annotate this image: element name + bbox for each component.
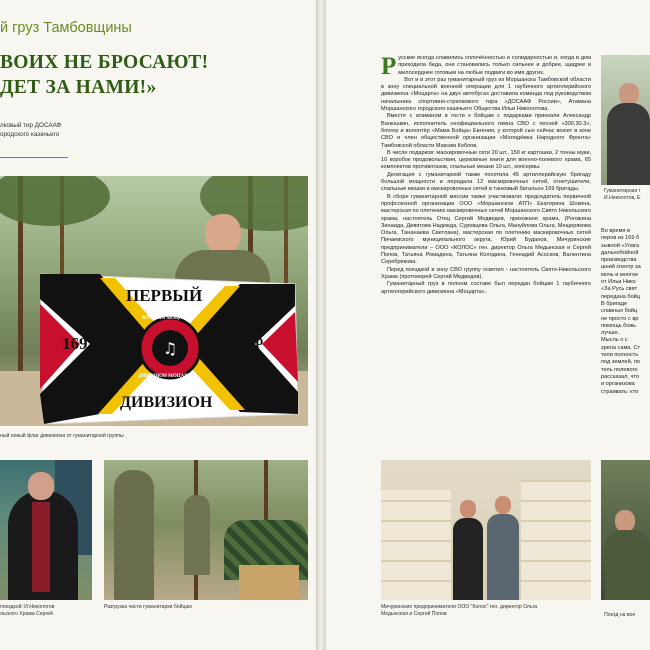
train-photo-caption: Поезд на вое bbox=[604, 612, 636, 618]
headline-line-1: ВОИХ НЕ БРОСАЮТ! bbox=[0, 52, 209, 73]
cargo-boxes bbox=[239, 565, 299, 600]
soldier-figure bbox=[184, 495, 210, 575]
body-paragraph: Перед поездкой в зону СВО группу освятил - настоятель Свято-Никольского Храма (протоиерей Сергий Медведев). bbox=[381, 266, 591, 280]
column-2-line: и организова bbox=[601, 381, 635, 388]
column-2-line: Во время в bbox=[601, 228, 630, 234]
drop-cap: Р bbox=[381, 53, 397, 80]
column-2-line: дальнобойной bbox=[601, 249, 639, 256]
body-paragraph: В числе подарков: маскировочные сети 20 шт., 150 кг картошки, 2 тонны муки, 10 коробок продовольствия, церковные книги для военно-полевого храма, 65 комплектов противогазов, спальные мешки 10 шт., консервы. bbox=[381, 149, 591, 171]
flag-word-first: ПЕРВЫЙ bbox=[126, 286, 203, 305]
byline-line-2: ородского казачьего bbox=[0, 131, 60, 138]
priest-photo bbox=[0, 460, 92, 600]
flour-sacks-right bbox=[521, 480, 591, 600]
woman-body bbox=[453, 518, 483, 600]
column-2-line: под землей, по bbox=[601, 359, 641, 366]
volunteer-photo-caption: Гуманитарная г И.Николотов, Е bbox=[604, 188, 641, 201]
body-paragraph: Делегация с гуманитаркой также посетила 45 артиллерийскую бригаду большой мощности и передала 12 маскировочных сетей, огнетушители, спальные мешки и маскировочных сетей в танковый батальон 169 бригады. bbox=[381, 171, 591, 193]
column-2-lines bbox=[601, 228, 650, 396]
column-2-line: передана бойц bbox=[601, 293, 641, 300]
column-2-line: шний спектр за bbox=[601, 264, 641, 271]
column-2-line: не просто с вр bbox=[601, 315, 639, 322]
article-headline bbox=[0, 50, 208, 100]
man-body bbox=[487, 514, 519, 600]
man-head bbox=[495, 496, 511, 514]
soldier-head bbox=[205, 214, 241, 254]
body-paragraph: Вместе с атаманом в гости к бойцам с подарками приехали Александр Ванюшкин, исполнитель неофициального гимна СВО с песней «300.30.3», блогер и волонтёр «Мама Бойца» Евгения, у которой сын сейчас воюет в зоне СВО и член общественной организации «Молодёжка Народного Фронта» Тамбовской области Максим Коблов. bbox=[381, 113, 591, 149]
column-2-line: Мысль о с bbox=[601, 337, 628, 344]
priest-photo-caption: поездкой: И.Николотов льского Храма Сергей bbox=[0, 604, 55, 617]
person-head bbox=[619, 83, 639, 105]
person-body bbox=[605, 530, 650, 600]
person-head bbox=[615, 510, 635, 532]
article-body-column-2 bbox=[601, 228, 650, 396]
flag-word-division: ДИВИЗИОН bbox=[120, 394, 213, 411]
unload-photo bbox=[104, 460, 308, 600]
section-rubric: й груз Тамбовщины bbox=[0, 20, 132, 36]
body-paragraph: Русские всегда славились сплочённостью и солидарностью и, когда в дом приходила беда, они становились только сильнее и добрее, щедрее и милосерднее готовым на любые подвиги во имя других. bbox=[381, 53, 591, 80]
column-2-line: от Ильи Нико bbox=[601, 279, 636, 286]
unload-photo-caption: Разгрузка части гуманитарки бойцам bbox=[104, 604, 192, 610]
column-2-line: зрела сама. Ст bbox=[601, 344, 641, 351]
train-photo bbox=[601, 460, 650, 600]
byline-line-1: лковый тир ДОСААФ bbox=[0, 122, 62, 129]
man-figure bbox=[487, 496, 519, 600]
flag-ring-top: МУЗЫКА МОЦАРТА bbox=[142, 316, 193, 321]
woman-head bbox=[460, 500, 476, 518]
flag-ring-bottom: ДИВИЗИОН МОЦАРТА bbox=[138, 374, 195, 379]
volunteer-photo bbox=[601, 55, 650, 185]
flour-sacks-left bbox=[381, 490, 451, 600]
farmers-photo-caption: Мичуринские предприниматели ООО "Колос" ген. директор Ольга Медынская и Сергей Попов bbox=[381, 604, 538, 617]
column-2-line: рассказал, что bbox=[601, 373, 640, 380]
flag-photo-caption: ный новый флаг дивизиона от гуманитарной группы bbox=[0, 433, 124, 439]
column-2-line: славных бойц bbox=[601, 308, 638, 315]
right-page bbox=[326, 0, 650, 650]
person-body bbox=[607, 103, 650, 185]
priest-head bbox=[28, 472, 54, 500]
headline-line-2: ДЕТ ЗА НАМИ!» bbox=[0, 77, 157, 98]
divider-rule bbox=[0, 157, 68, 158]
column-2-line: перов из 169 б bbox=[601, 235, 640, 242]
body-paragraph: Вот и в этот раз гуманитарный груз из Моршанска Тамбовской области в зону специальной военной операции для 1 гаубичного артиллерийского дивизиона «Моцарта» на двух автобусах доставила команда под руководством начальника спортивно-стрелкового тира «ДОСААФ России», Атамана Моршанского городского казачьего Общества Ильи Николотова. bbox=[381, 76, 591, 113]
column-2-line: мочь и многое bbox=[601, 271, 639, 278]
article-body-column-1 bbox=[381, 55, 591, 296]
soldier-figure bbox=[114, 470, 154, 600]
farmers-photo bbox=[381, 460, 591, 600]
body-paragraph: Гуманитарный груз в полном составе был передан бойцам 1 гаубичного артиллерийского дивизиона «Моцарта». bbox=[381, 281, 591, 295]
column-2-line: зывной «Улага bbox=[601, 242, 640, 249]
column-2-line: «За Русь свят bbox=[601, 286, 638, 293]
body-paragraph: В сборе гуманитарной миссии также участвовали: председатель первичной профсоюзной организации ООО «Моршанское АТП» Екатерина Шокина, мастерская по плетению маскировочных сетей Моршанского Свято Никольского храма, настоятель Отец Сергий Медведев, прихожане храма, (Рогожина Зинаида, Девятова Надежда, Суровцева Ольга, Мануйлова Ольга, Мещерякова Ольга, Тананаева Светлана), мастерская по плетению маскировочных сетей Пичаевского муниципального округа, Юрий Буданов, Мичуринские предприниматели – ООО «КОЛОС» ген. директор Ольга Медынская и Сергей Попов, Татьяна Ромадина, Татьяна Колодина, Геннадий Асосков, Валентина Серебрякова. bbox=[381, 193, 591, 266]
priest-stole bbox=[32, 502, 50, 592]
column-2-line: В бригаде bbox=[601, 300, 628, 307]
svg-text:♫: ♫ bbox=[162, 339, 178, 358]
byline bbox=[0, 121, 61, 139]
column-2-line: помощь божь bbox=[601, 322, 637, 329]
flag-photo bbox=[0, 176, 308, 426]
column-2-line: тели полность bbox=[601, 352, 639, 359]
left-page bbox=[0, 0, 316, 650]
flag-unit: ОМСБр bbox=[212, 334, 264, 349]
column-2-line: тель полевого bbox=[601, 366, 638, 373]
column-2-line: производства bbox=[601, 257, 637, 264]
column-2-line: лучше. bbox=[601, 330, 620, 337]
flag-number: 169 bbox=[62, 334, 88, 353]
page-gutter bbox=[316, 0, 326, 650]
column-2-line: страивать: кто bbox=[601, 388, 639, 395]
woman-figure bbox=[453, 500, 483, 600]
foliage bbox=[0, 176, 110, 226]
